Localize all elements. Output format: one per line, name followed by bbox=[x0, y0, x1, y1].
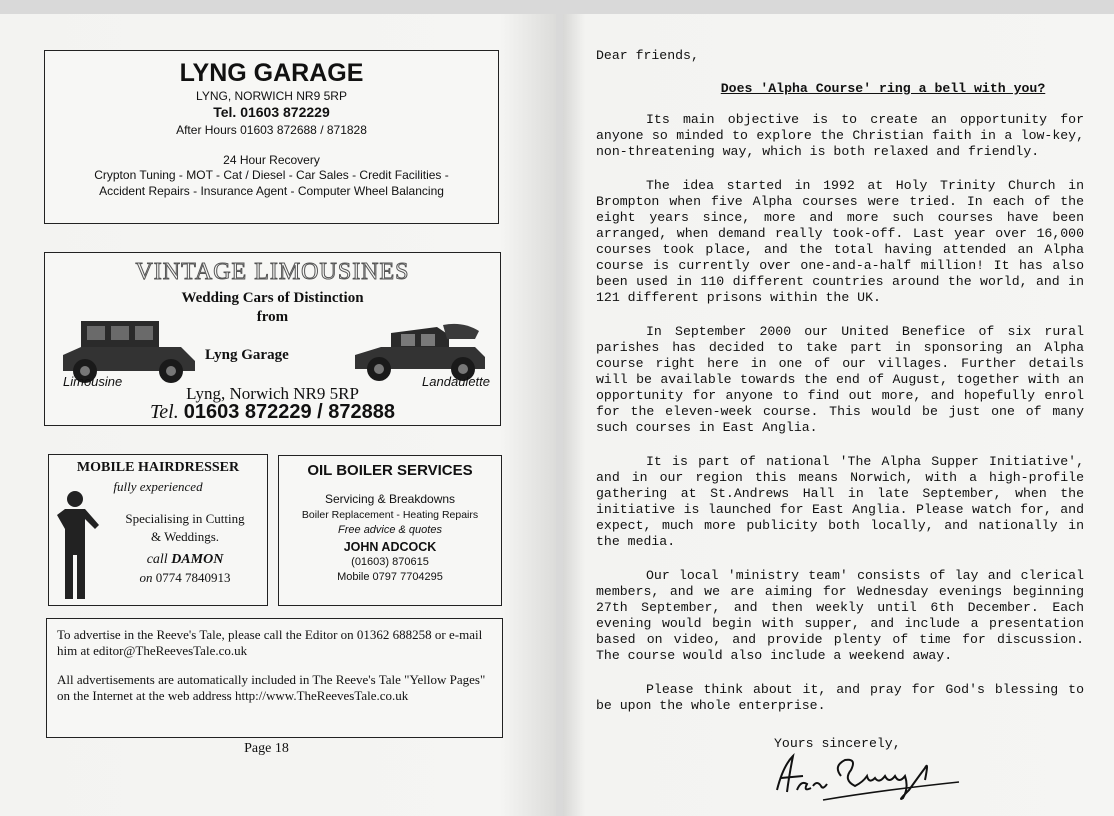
landaulette-label: Landaulette bbox=[422, 374, 490, 389]
left-page bbox=[0, 14, 556, 816]
limo-address: Lyng, Norwich NR9 5RP bbox=[186, 384, 359, 403]
hairdresser-call-name: DAMON bbox=[171, 552, 224, 567]
garage-recovery: 24 Hour Recovery bbox=[223, 153, 320, 167]
hairdresser-call bbox=[103, 552, 267, 568]
letter-greeting: Dear friends, bbox=[596, 48, 699, 63]
hairdresser-figure-icon bbox=[53, 485, 103, 601]
letter-paragraph: Our local 'ministry team' consists of lay and clerical members, and we are aiming for Wednesday evenings beginning 27th September, and then weekly until 6th December. Each evening would begin with supper, and include a presentation based on video, and provide plenty of time for discussion. The course would also include a weekend away. bbox=[596, 568, 1084, 663]
oil-contact-name: JOHN ADCOCK bbox=[343, 540, 437, 554]
oil-boiler-replacement: Boiler Replacement - Heating Repairs bbox=[301, 509, 479, 521]
limousine-label: Limousine bbox=[63, 374, 123, 389]
limo-tel bbox=[45, 401, 500, 424]
limo-title: VINTAGE LIMOUSINES bbox=[135, 259, 410, 285]
garage-tel: Tel. 01603 872229 bbox=[213, 104, 330, 120]
limo-subtitle-from: from bbox=[256, 309, 289, 325]
lyng-garage-ad bbox=[44, 50, 499, 224]
letter-paragraph: Its main objective is to create an opportunity for anyone so minded to explore the Christian faith in a low-key, non-threatening way, which is both relaxed and friendly. bbox=[596, 112, 1084, 159]
hairdresser-phone-prefix: on bbox=[139, 570, 153, 585]
hairdresser-phone bbox=[103, 570, 267, 586]
garage-after-hours: After Hours 01603 872688 / 871828 bbox=[176, 123, 367, 137]
garage-name: LYNG GARAGE bbox=[179, 59, 364, 87]
letter-heading: Does 'Alpha Course' ring a bell with you? bbox=[720, 81, 1046, 96]
oil-title: OIL BOILER SERVICES bbox=[307, 462, 473, 479]
right-page bbox=[563, 14, 1114, 816]
mobile-hairdresser-ad bbox=[48, 454, 268, 606]
limo-subtitle: Wedding Cars of Distinction bbox=[181, 290, 364, 306]
hairdresser-title: MOBILE HAIRDRESSER bbox=[76, 460, 240, 475]
limo-garage-name: Lyng Garage bbox=[205, 347, 289, 363]
hairdresser-weddings: & Weddings. bbox=[150, 529, 220, 544]
vintage-limousines-ad bbox=[44, 252, 501, 426]
handwritten-signature bbox=[763, 746, 973, 806]
page-number: Page 18 bbox=[244, 741, 289, 756]
hairdresser-subtitle: fully experienced bbox=[113, 479, 203, 494]
letter-paragraph: In September 2000 our United Benefice of six rural parishes has decided to take part in sponsoring an Alpha course right here in one of our villages. Further details will be available towards the end of August, together with an opportunity for anyone to find out more, and hopefully enrol for the eleven-week course. This would be just one of many such courses in East Anglia. bbox=[596, 324, 1084, 435]
oil-boiler-services-ad bbox=[278, 455, 502, 606]
oil-mobile: Mobile 0797 7704295 bbox=[337, 571, 443, 583]
oil-phone: (01603) 870615 bbox=[351, 556, 429, 568]
garage-address: LYNG, NORWICH NR9 5RP bbox=[196, 89, 347, 103]
letter-body bbox=[596, 48, 1084, 732]
limo-tel-numbers: 01603 872229 / 872888 bbox=[183, 401, 396, 423]
oil-free-advice: Free advice & quotes bbox=[338, 524, 442, 536]
letter-paragraph: Please think about it, and pray for God's blessing to be upon the whole enterprise. bbox=[596, 682, 1084, 713]
advertise-contact-text: To advertise in the Reeve's Tale, please call the Editor on 01362 688258 or e-mail him at editor@TheReevesTale.co.uk bbox=[57, 627, 483, 658]
hairdresser-call-prefix: call bbox=[146, 552, 168, 567]
garage-services-line1: Crypton Tuning - MOT - Cat / Diesel - Car Sales - Credit Facilities - bbox=[94, 168, 449, 182]
letter-paragraph: The idea started in 1992 at Holy Trinity Church in Brompton when five Alpha courses were tried. In each of the eight years since, more and more such courses have been arranged, when demand really took-off. Last year over 16,000 courses took place, and the total having attended an Alpha course is currently over one-and-a-half million! It has also been used in 110 different countries around the world, and in 121 different prisons within the UK. bbox=[596, 178, 1084, 305]
hairdresser-specialising: Specialising in Cutting bbox=[125, 511, 245, 526]
advertise-yellow-pages-text: All advertisements are automatically included in The Reeve's Tale "Yellow Pages" on the Internet at the web address http://www.TheReevesTale.co.uk bbox=[57, 672, 486, 703]
advertise-notice bbox=[46, 618, 503, 738]
limo-tel-prefix: Tel. bbox=[149, 401, 179, 423]
oil-servicing: Servicing & Breakdowns bbox=[324, 492, 456, 506]
garage-services-line2: Accident Repairs - Insurance Agent - Computer Wheel Balancing bbox=[99, 184, 444, 198]
letter-paragraph: It is part of national 'The Alpha Supper Initiative', and in our region this means Norwich, with a high-profile gathering at St.Andrews Hall in late September, when the initiative is launched for East Anglia. Please watch for, and expect, much more publicity both locally, and nationally in the media. bbox=[596, 454, 1084, 549]
hairdresser-phone-number: 0774 7840913 bbox=[155, 570, 231, 585]
letter-closing: Yours sincerely, bbox=[774, 736, 901, 751]
